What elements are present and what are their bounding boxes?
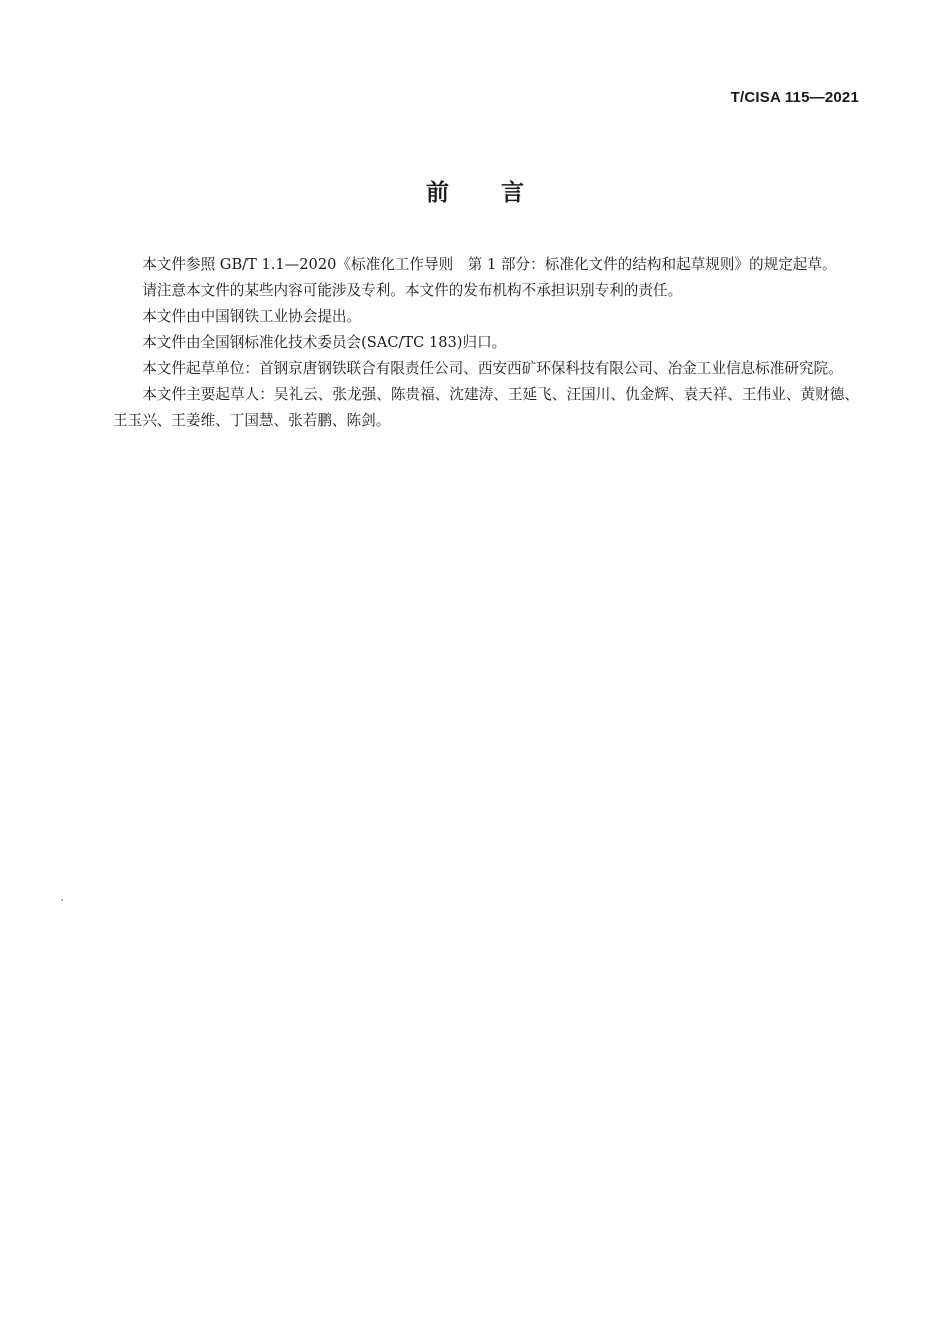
paragraph-patent-notice: 请注意本文件的某些内容可能涉及专利。本文件的发布机构不承担识别专利的责任。 [142, 282, 683, 299]
preface-body [113, 252, 859, 434]
paragraph-reference-standard: 本文件参照 GB/T 1.1—2020《标准化工作导则 第 1 部分：标准化文件的结构和起草规则》的规定起草。 [142, 256, 837, 273]
scan-speck [61, 899, 63, 901]
document-number: T/CISA 115—2021 [730, 89, 859, 106]
paragraph-drafting-units: 本文件起草单位：首钢京唐钢铁联合有限责任公司、西安西矿环保科技有限公司、冶金工业信息标准研究院。 [142, 360, 843, 377]
paragraph-proposed-by: 本文件由中国钢铁工业协会提出。 [142, 308, 362, 325]
page-title: 前言 [426, 180, 576, 206]
paragraph-under-jurisdiction: 本文件由全国钢标准化技术委员会(SAC/TC 183)归口。 [142, 334, 507, 351]
paragraph-main-drafters: 本文件主要起草人：吴礼云、张龙强、陈贵福、沈建涛、王延飞、汪国川、仇金辉、袁天祥、王伟业、黄财德、王玉兴、王姜维、丁国慧、张若鹏、陈剑。 [113, 386, 859, 429]
